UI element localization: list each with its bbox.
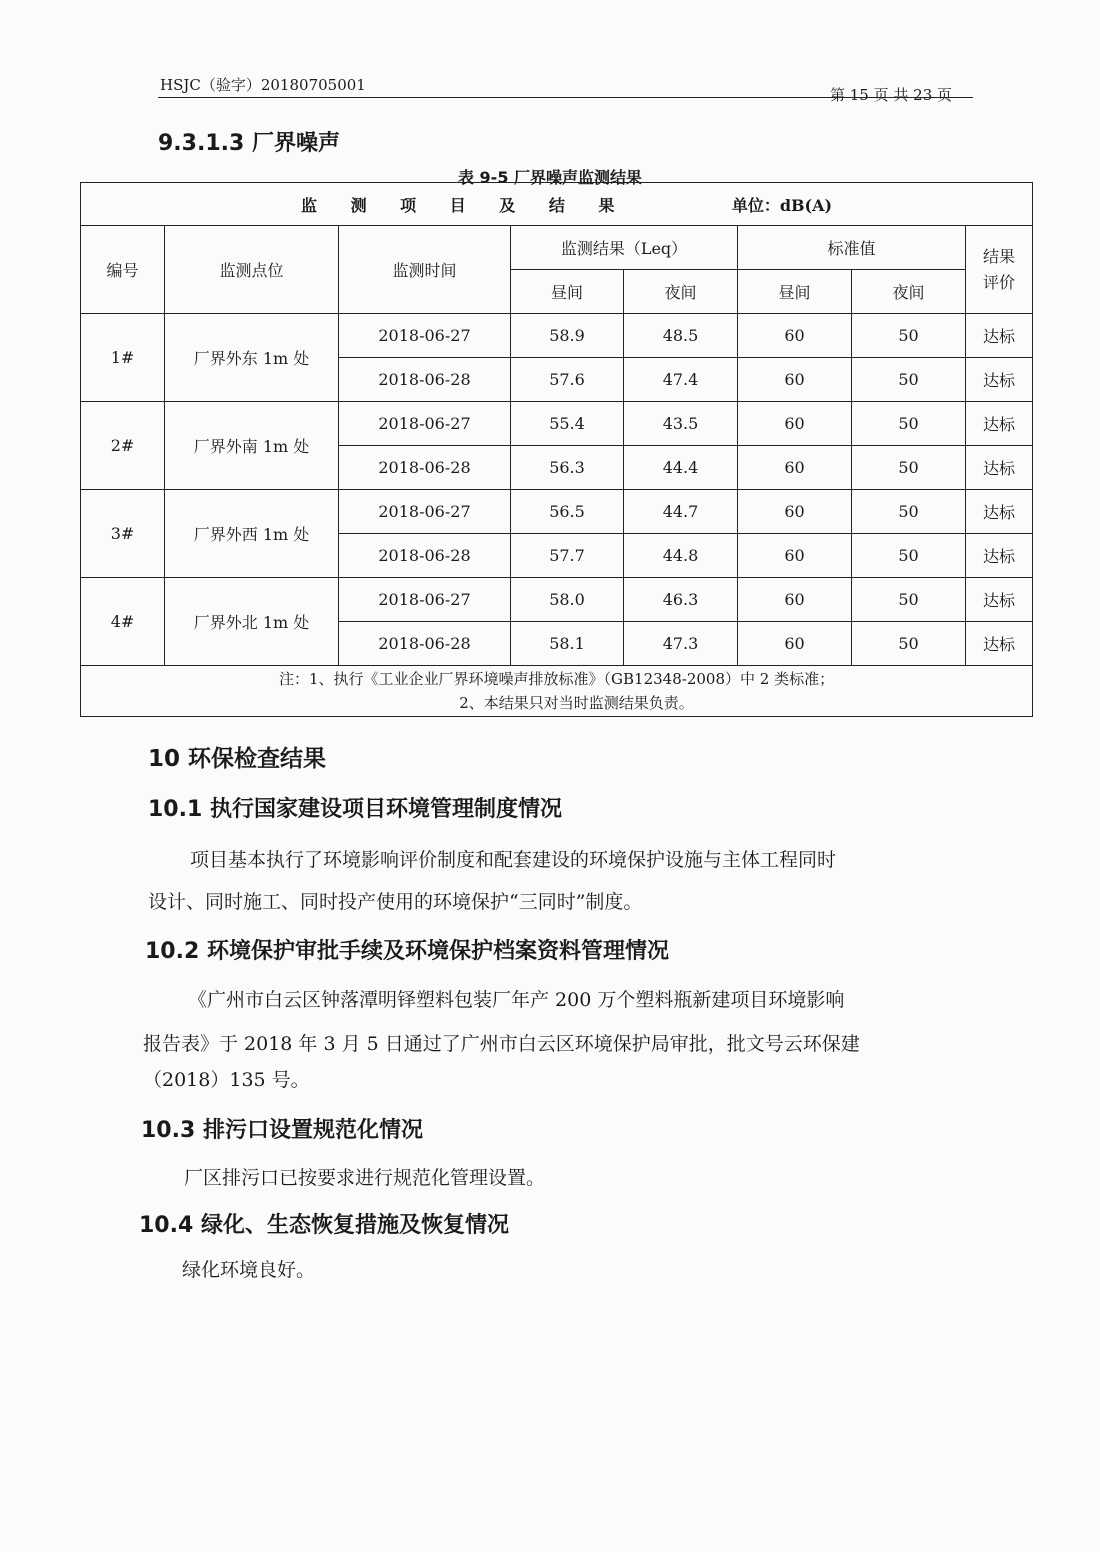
cell-date: 2018-06-28 (339, 534, 511, 578)
table-unit: 单位：dB(A) (731, 195, 833, 215)
cell-location: 厂界外西 1m 处 (165, 490, 339, 578)
cell-date: 2018-06-27 (339, 314, 511, 358)
cell-std-day: 60 (738, 446, 852, 490)
table-title: 监 测 项 目 及 结 果 (301, 195, 629, 215)
table-notes (81, 666, 1033, 717)
header-divider (158, 97, 973, 98)
cell-date: 2018-06-28 (339, 622, 511, 666)
cell-std-night: 50 (852, 358, 966, 402)
cell-night: 46.3 (624, 578, 738, 622)
header-standard-day: 昼间 (738, 270, 852, 314)
section-heading-10-3: 10.3 排污口设置规范化情况 (141, 1118, 423, 1143)
cell-day: 58.1 (511, 622, 624, 666)
cell-night: 44.4 (624, 446, 738, 490)
document-code: HSJC（验字）20180705001 (160, 76, 366, 94)
table-row (81, 490, 1033, 534)
cell-std-night: 50 (852, 402, 966, 446)
cell-id: 2# (81, 402, 165, 490)
section-heading-10: 10 环保检查结果 (148, 746, 327, 772)
cell-std-night: 50 (852, 622, 966, 666)
table-row (81, 402, 1033, 446)
cell-std-day: 60 (738, 534, 852, 578)
cell-std-day: 60 (738, 578, 852, 622)
cell-std-day: 60 (738, 358, 852, 402)
cell-std-day: 60 (738, 402, 852, 446)
table-note-1: 注：1、执行《工业企业厂界环境噪声排放标准》（GB12348-2008）中 2 类标准； (279, 670, 835, 688)
header-time: 监测时间 (339, 226, 511, 314)
cell-eval: 达标 (966, 622, 1033, 666)
cell-day: 57.7 (511, 534, 624, 578)
cell-location: 厂界外南 1m 处 (165, 402, 339, 490)
cell-std-night: 50 (852, 534, 966, 578)
paragraph-10-1-line-2: 设计、同时施工、同时投产使用的环境保护“三同时”制度。 (148, 891, 643, 913)
cell-eval: 达标 (966, 534, 1033, 578)
cell-night: 44.8 (624, 534, 738, 578)
table-row (81, 578, 1033, 622)
cell-day: 56.5 (511, 490, 624, 534)
cell-date: 2018-06-28 (339, 358, 511, 402)
cell-location: 厂界外东 1m 处 (165, 314, 339, 402)
cell-day: 56.3 (511, 446, 624, 490)
header-result: 监测结果（Leq） (511, 226, 738, 270)
cell-day: 58.0 (511, 578, 624, 622)
table-title-row (81, 183, 1033, 226)
paragraph-10-2-line-2: 报告表》于 2018 年 3 月 5 日通过了广州市白云区环境保护局审批，批文号云环保建 (143, 1033, 860, 1055)
cell-eval: 达标 (966, 358, 1033, 402)
cell-date: 2018-06-28 (339, 446, 511, 490)
cell-std-night: 50 (852, 578, 966, 622)
cell-std-night: 50 (852, 446, 966, 490)
cell-night: 48.5 (624, 314, 738, 358)
section-heading-10-1: 10.1 执行国家建设项目环境管理制度情况 (148, 797, 562, 822)
cell-std-day: 60 (738, 314, 852, 358)
paragraph-10-3-line-1: 厂区排污口已按要求进行规范化管理设置。 (184, 1167, 546, 1189)
paragraph-10-2-line-3: （2018）135 号。 (143, 1069, 310, 1091)
cell-std-night: 50 (852, 490, 966, 534)
cell-id: 4# (81, 578, 165, 666)
cell-night: 43.5 (624, 402, 738, 446)
table-row (81, 314, 1033, 358)
cell-date: 2018-06-27 (339, 490, 511, 534)
cell-date: 2018-06-27 (339, 578, 511, 622)
section-heading-10-2: 10.2 环境保护审批手续及环境保护档案资料管理情况 (145, 939, 669, 964)
cell-night: 47.4 (624, 358, 738, 402)
noise-results-table (80, 182, 1033, 717)
header-result-night: 夜间 (624, 270, 738, 314)
cell-day: 57.6 (511, 358, 624, 402)
cell-eval: 达标 (966, 402, 1033, 446)
cell-day: 55.4 (511, 402, 624, 446)
cell-eval: 达标 (966, 314, 1033, 358)
cell-night: 47.3 (624, 622, 738, 666)
header-id: 编号 (81, 226, 165, 314)
cell-date: 2018-06-27 (339, 402, 511, 446)
paragraph-10-4-line-1: 绿化环境良好。 (182, 1259, 316, 1281)
table-caption: 表 9-5 厂界噪声监测结果 (457, 168, 643, 187)
section-heading-10-4: 10.4 绿化、生态恢复措施及恢复情况 (139, 1213, 509, 1238)
cell-std-day: 60 (738, 490, 852, 534)
header-location: 监测点位 (165, 226, 339, 314)
cell-day: 58.9 (511, 314, 624, 358)
cell-eval: 达标 (966, 446, 1033, 490)
cell-std-day: 60 (738, 622, 852, 666)
header-evaluation: 结果评价 (966, 226, 1033, 314)
paragraph-10-1-line-1: 项目基本执行了环境影响评价制度和配套建设的环境保护设施与主体工程同时 (190, 849, 837, 871)
header-standard-night: 夜间 (852, 270, 966, 314)
cell-night: 44.7 (624, 490, 738, 534)
cell-id: 3# (81, 490, 165, 578)
cell-id: 1# (81, 314, 165, 402)
header-standard: 标准值 (738, 226, 966, 270)
cell-std-night: 50 (852, 314, 966, 358)
cell-eval: 达标 (966, 578, 1033, 622)
table-note-2: 2、本结果只对当时监测结果负责。 (459, 694, 694, 712)
cell-location: 厂界外北 1m 处 (165, 578, 339, 666)
header-result-day: 昼间 (511, 270, 624, 314)
section-heading-9-3-1-3: 9.3.1.3 厂界噪声 (158, 131, 340, 156)
cell-eval: 达标 (966, 490, 1033, 534)
page-info: 第 15 页 共 23 页 (830, 86, 953, 104)
paragraph-10-2-line-1: 《广州市白云区钟落潭明铎塑料包装厂年产 200 万个塑料瓶新建项目环境影响 (188, 989, 845, 1011)
